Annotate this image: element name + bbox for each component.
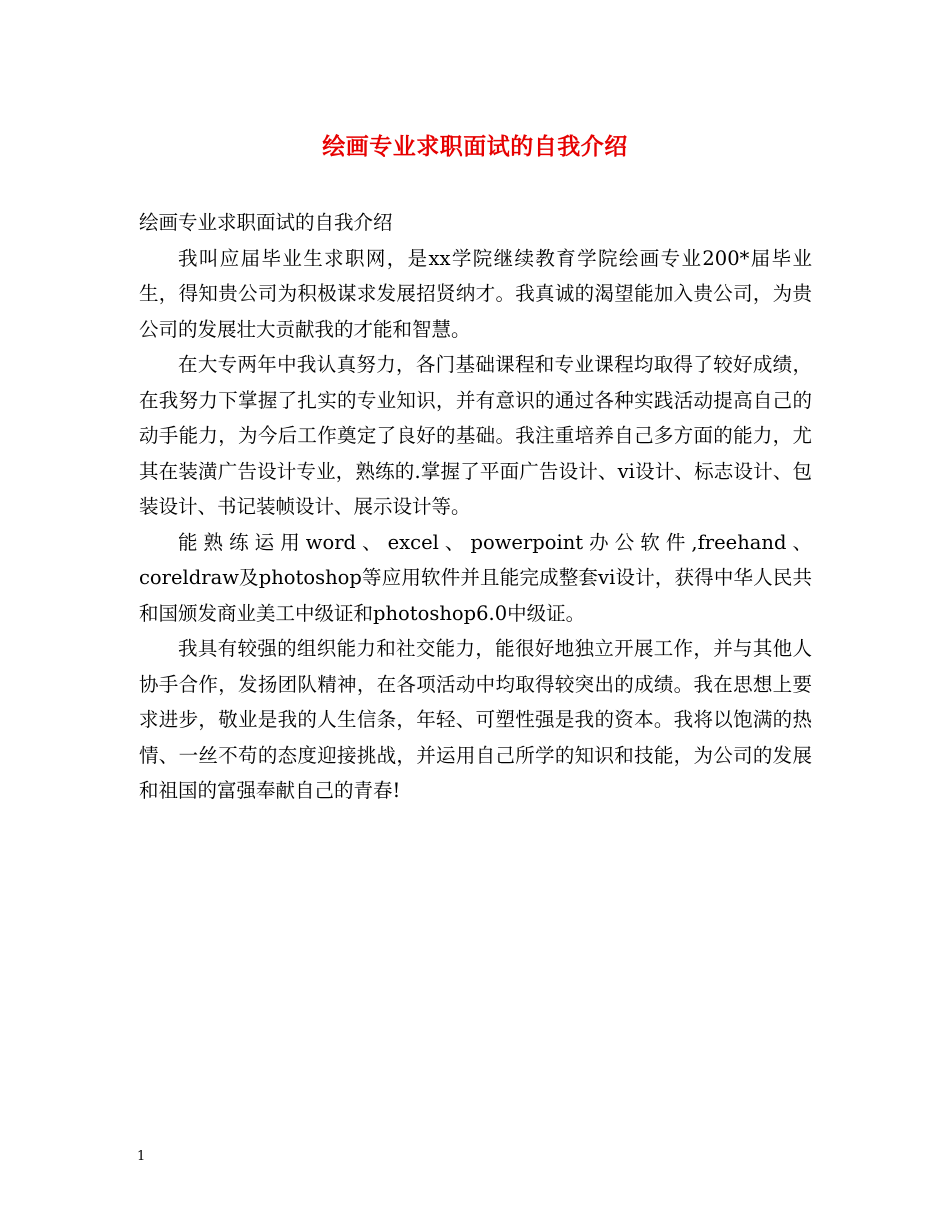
- paragraph-introduction: 我叫应届毕业生求职网，是xx学院继续教育学院绘画专业200*届毕业生，得知贵公司为积极谋求发展招贤纳才。我真诚的渴望能加入贵公司，为贵公司的发展壮大贡献我的才能和智慧。: [139, 246, 812, 341]
- document-body: [139, 205, 812, 809]
- paragraph-personal-qualities: 我具有较强的组织能力和社交能力，能很好地独立开展工作，并与其他人协手合作，发扬团队精神，在各项活动中均取得较突出的成绩。我在思想上要求进步，敬业是我的人生信条，年轻、可塑性强是我的资本。我将以饱满的热情、一丝不苟的态度迎接挑战，并运用自己所学的知识和技能，为公司的发展和祖国的富强奉献自己的青春!: [139, 637, 812, 802]
- page-number: 1: [137, 1149, 146, 1164]
- paragraph-education: 在大专两年中我认真努力，各门基础课程和专业课程均取得了较好成绩，在我努力下掌握了扎实的专业知识，并有意识的通过各种实践活动提高自己的动手能力，为今后工作奠定了良好的基础。我注重培养自己多方面的能力，尤其在装潢广告设计专业，熟练的.掌握了平面广告设计、vi设计、标志设计、包装设计、书记装帧设计、展示设计等。: [139, 353, 812, 518]
- document-subtitle: 绘画专业求职面试的自我介绍: [139, 211, 393, 234]
- document-title: 绘画专业求职面试的自我介绍: [322, 133, 628, 160]
- paragraph-software-skills: 能熟练运用word、excel、powerpoint办公软件,freehand、coreldraw及photoshop等应用软件并且能完成整套vi设计，获得中华人民共和国颁发商业美工中级证和photoshop6.0中级证。: [139, 530, 812, 625]
